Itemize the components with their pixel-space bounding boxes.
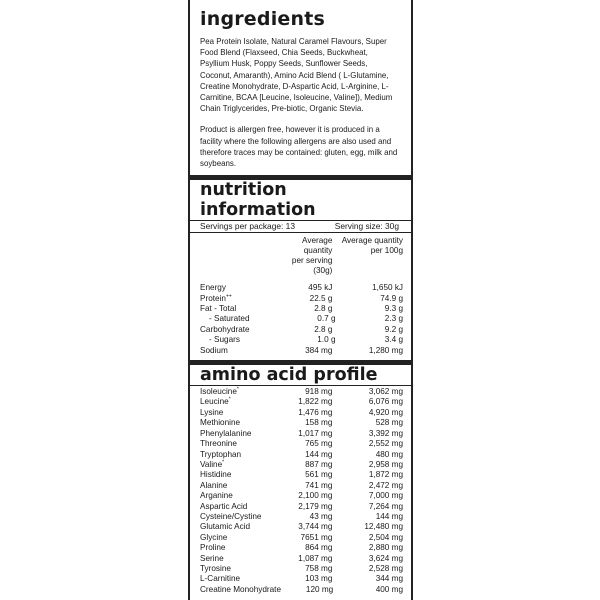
per-100g-value: 2.3 g xyxy=(384,314,403,324)
per-100g-value: 2,552 mg xyxy=(368,439,404,449)
servings-per-package: Servings per package: 13 xyxy=(200,221,295,232)
serving-size: Serving size: 30g xyxy=(334,221,399,232)
nutrition-heading: nutrition information xyxy=(200,180,316,221)
per-serving-value: 765 mg xyxy=(305,439,333,449)
per-serving-value: 384 mg xyxy=(305,345,333,355)
amino-heading: amino acid profile xyxy=(200,365,378,386)
nutrition-row xyxy=(200,304,403,314)
row-label: Isoleucine* xyxy=(200,386,239,397)
per-serving-value: 1.0 g xyxy=(317,335,336,345)
row-label: Lysine xyxy=(200,407,224,417)
col-per-serving-header: Average quantity per serving (30g) xyxy=(291,236,333,276)
per-100g-value: 400 mg xyxy=(375,584,403,594)
per-serving-value: 22.5 g xyxy=(309,293,333,303)
per-100g-value: 3,392 mg xyxy=(368,428,404,438)
row-label: Methionine xyxy=(200,418,241,428)
amino-row xyxy=(200,564,403,574)
row-label: Leucine* xyxy=(200,396,231,407)
row-label: Phenylalanine xyxy=(200,428,252,438)
per-100g-value: 6,076 mg xyxy=(368,397,404,407)
per-100g-value: 2,958 mg xyxy=(368,459,404,469)
row-label: Serine xyxy=(200,553,224,563)
per-serving-value: 120 mg xyxy=(305,584,334,594)
ingredients-text: Pea Protein Isolate, Natural Caramel Flavours, Super Food Blend (Flaxseed, Chia Seeds, Buckwheat, Psyllium Husk, Poppy Seeds, Sunflower Seeds, Coconut, Amaranth), Amino Acid Blend ( L-Glutamine, Creatine Monohydrate, D-Aspartic Acid, L-Arginine, L-Carnitine, BCAA [Leucine, Isoleucine, Valine]), Medium Chain Triglycerides, Pre-biotic, Organic Stevia. xyxy=(200,36,393,114)
divider xyxy=(190,385,411,386)
nutrition-table xyxy=(200,283,403,356)
per-serving-value: 495 kJ xyxy=(308,283,333,293)
per-serving-value: 1,476 mg xyxy=(298,407,333,417)
per-serving-value: 158 mg xyxy=(305,418,333,428)
row-label: Glycine xyxy=(200,532,228,542)
row-label: Fat - Total xyxy=(200,304,237,314)
per-100g-value: 1,280 mg xyxy=(368,345,404,355)
amino-row xyxy=(200,554,403,564)
row-label: Aspartic Acid xyxy=(200,501,248,511)
per-serving-value: 1,087 mg xyxy=(298,553,333,563)
row-label: - Sugars xyxy=(209,335,240,345)
amino-row xyxy=(200,397,403,407)
per-serving-value: 144 mg xyxy=(305,449,333,459)
row-label: Histidine xyxy=(200,470,232,480)
per-serving-value: 887 mg xyxy=(305,459,333,469)
row-footnote-mark: * xyxy=(228,396,231,403)
per-serving-value: 2,100 mg xyxy=(298,491,333,501)
per-100g-value: 7,264 mg xyxy=(368,501,404,511)
amino-row xyxy=(200,429,403,439)
amino-row xyxy=(200,502,403,512)
per-serving-value: 1,017 mg xyxy=(298,428,333,438)
row-label: Threonine xyxy=(200,439,237,449)
row-footnote-mark: * xyxy=(222,459,225,466)
amino-row xyxy=(200,481,403,491)
amino-row xyxy=(200,418,403,428)
per-serving-value: 0.7 g xyxy=(317,314,336,324)
amino-row xyxy=(200,439,403,449)
nutrition-row xyxy=(200,335,403,345)
per-100g-value: 1,650 kJ xyxy=(372,283,404,293)
per-serving-value: 864 mg xyxy=(305,543,333,553)
row-label: Protein++ xyxy=(200,292,232,303)
per-100g-value: 1,872 mg xyxy=(368,470,404,480)
col-per-100g-header: Average quantity per 100g xyxy=(341,236,404,256)
row-label: Creatine Monohydrate xyxy=(200,584,282,594)
amino-row xyxy=(200,533,403,543)
per-serving-value: 3,744 mg xyxy=(298,522,333,532)
row-footnote-mark: ++ xyxy=(225,292,232,299)
per-100g-value: 480 mg xyxy=(375,449,404,459)
nutrition-row xyxy=(200,314,403,324)
per-100g-value: 9.3 g xyxy=(384,304,404,314)
row-label: Tryptophan xyxy=(200,449,242,459)
per-100g-value: 4,920 mg xyxy=(368,407,404,417)
row-label: Energy xyxy=(200,283,226,293)
per-serving-value: 758 mg xyxy=(305,563,333,573)
row-label: Proline xyxy=(200,543,226,553)
per-100g-value: 2,880 mg xyxy=(368,543,404,553)
divider xyxy=(190,232,411,233)
ingredients-heading: ingredients xyxy=(200,8,326,30)
per-100g-value: 9.2 g xyxy=(384,324,404,334)
per-100g-value: 2,528 mg xyxy=(368,563,404,573)
per-serving-value: 2.8 g xyxy=(314,304,333,314)
per-serving-value: 7651 mg xyxy=(300,532,333,542)
per-100g-value: 3,624 mg xyxy=(368,553,404,563)
allergen-note: Product is allergen free, however it is produced in a facility where the following allergens are also used and therefore traces may be contained: gluten, egg, milk and soybeans. xyxy=(200,124,398,169)
amino-table xyxy=(200,387,403,595)
per-100g-value: 344 mg xyxy=(375,574,404,584)
row-label: Alanine xyxy=(200,480,228,490)
row-label: - Saturated xyxy=(209,314,250,324)
per-100g-value: 528 mg xyxy=(375,418,404,428)
per-serving-value: 2,179 mg xyxy=(298,501,333,511)
per-100g-value: 2,504 mg xyxy=(368,532,404,542)
row-label: Glutamic Acid xyxy=(200,522,251,532)
amino-row xyxy=(200,491,403,501)
nutrition-row xyxy=(200,346,403,356)
amino-row xyxy=(200,512,403,522)
per-100g-value: 3.4 g xyxy=(384,335,403,345)
nutrition-label-panel xyxy=(188,0,413,600)
amino-row xyxy=(200,522,403,532)
per-100g-value: 3,062 mg xyxy=(368,387,404,397)
nutrition-row xyxy=(200,294,403,304)
row-label: Sodium xyxy=(200,345,228,355)
per-serving-value: 1,822 mg xyxy=(298,397,333,407)
per-100g-value: 144 mg xyxy=(375,511,404,521)
amino-row xyxy=(200,543,403,553)
row-label: Carbohydrate xyxy=(200,324,250,334)
nutrition-column-headers xyxy=(200,236,403,276)
per-100g-value: 2,472 mg xyxy=(368,480,404,490)
per-serving-value: 741 mg xyxy=(305,480,333,490)
row-footnote-mark: * xyxy=(236,386,239,393)
per-serving-value: 2.8 g xyxy=(314,324,333,334)
amino-row xyxy=(200,460,403,470)
per-serving-value: 918 mg xyxy=(305,387,333,397)
per-100g-value: 74.9 g xyxy=(380,293,404,303)
amino-row xyxy=(200,585,403,595)
per-serving-value: 103 mg xyxy=(305,574,333,584)
per-100g-value: 12,480 mg xyxy=(364,522,404,532)
row-label: L-Carnitine xyxy=(200,574,241,584)
servings-row xyxy=(200,221,403,232)
per-serving-value: 43 mg xyxy=(309,511,333,521)
row-label: Arganine xyxy=(200,491,233,501)
amino-row xyxy=(200,574,403,584)
row-label: Valine* xyxy=(200,459,225,469)
nutrition-row xyxy=(200,325,403,335)
amino-row xyxy=(200,470,403,480)
amino-row xyxy=(200,450,403,460)
amino-row xyxy=(200,408,403,418)
row-label: Tyrosine xyxy=(200,563,231,573)
row-label: Cysteine/Cystine xyxy=(200,511,262,521)
per-serving-value: 561 mg xyxy=(305,470,333,480)
per-100g-value: 7,000 mg xyxy=(368,491,404,501)
